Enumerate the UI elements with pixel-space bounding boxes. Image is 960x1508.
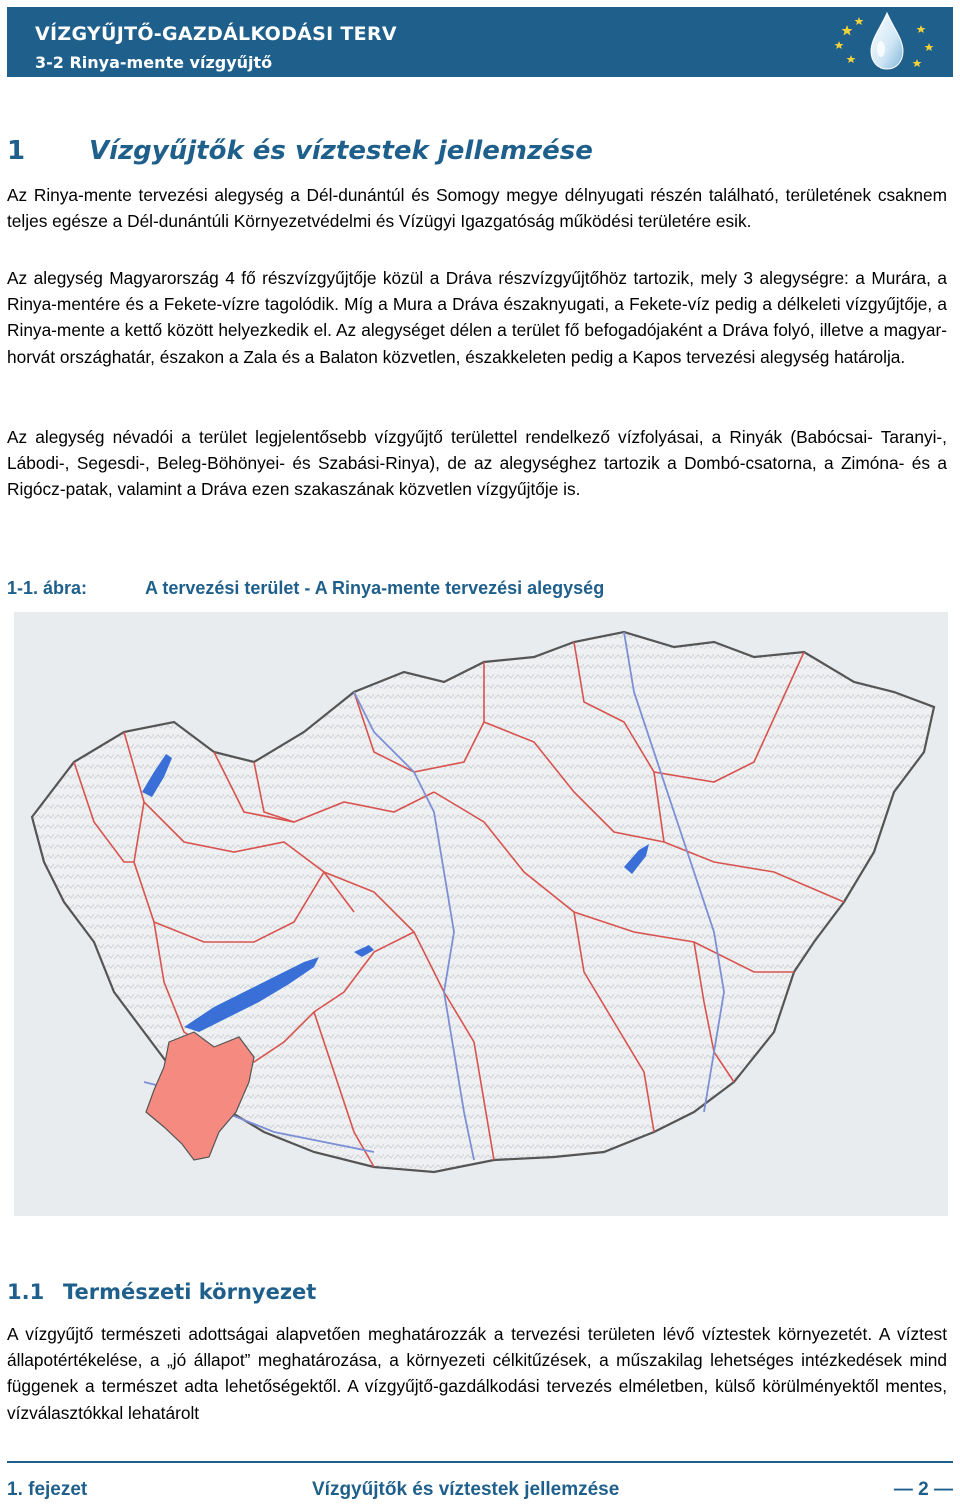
figure-title: A tervezési terület - A Rinya-mente tervezési alegység bbox=[145, 578, 605, 598]
footer-chapter: 1. fejezet bbox=[7, 1479, 88, 1500]
section-title: Vízgyűjtők és víztestek jellemzése bbox=[89, 136, 593, 166]
footer-title: Vízgyűjtők és víztestek jellemzése bbox=[312, 1479, 620, 1500]
paragraph-4: A vízgyűjtő természeti adottságai alapvetően meghatározzák a tervezési területen lévő víztestek környezetét. A víztest állapotértékelése, a „jó állapot” meghatározása, a környezeti célkitűzések, a műszakilag lehetséges intézkedések mind függenek a természet adta lehetőségektől. A vízgyűjtő-gazdálkodási tervezés elméletben, külső körülményektől mentes, vízválasztókkal lehatárolt bbox=[7, 1324, 947, 1423]
paragraph-2: Az alegység Magyarország 4 fő részvízgyűjtője közül a Dráva részvízgyűjtőhöz tartozik, mely 3 alegységre: a Murára, a Rinya-mentére és a Fekete-vízre tagolódik. Míg a Mura a Dráva északnyugati, a Fekete-víz pedig a délkeleti vízgyűjtője, a Rinya-mente a kettő között helyezkedik el. Az alegységet délen a terület fő befogadójaként a Dráva folyó, illetve a magyar-horvát országhatár, északon a Zala és a Balaton közvetlen, északkeleten pedig a Kapos tervezési alegység határolja. bbox=[7, 268, 947, 367]
figure-caption bbox=[7, 578, 953, 599]
footer-page-number: — 2 — bbox=[893, 1479, 953, 1500]
footer-divider bbox=[7, 1461, 953, 1463]
paragraph-1: Az Rinya-mente tervezési alegység a Dél-dunántúl és Somogy megye délnyugati részén található, területének csaknem teljes egésze a Dél-dunántúli Környezetvédelmi és Vízügyi Igazgatóság működési területére esik. bbox=[7, 185, 947, 232]
header-subtitle: 3-2 Rinya-mente vízgyűjtő bbox=[35, 53, 273, 72]
subsection-heading bbox=[7, 1280, 953, 1304]
page-footer bbox=[7, 1479, 953, 1503]
figure-number: 1-1. ábra: bbox=[7, 578, 88, 598]
paragraph-3: Az alegység névadói a terület legjelentősebb vízgyűjtő területtel rendelkező vízfolyásai, a Rinyák (Babócsai- Taranyi-, Lábodi-, Segesdi-, Beleg-Böhönyei- és Szabási-Rinya), de az alegységhez tartozik a Dombó-csatorna, a Zimóna- és a Rigócz-patak, valamint a Dráva ezen szakaszának közvetlen vízgyűjtője is. bbox=[7, 427, 947, 500]
water-drop-logo-icon bbox=[825, 11, 945, 73]
header-title: VÍZGYŰJTŐ-GAZDÁLKODÁSI TERV bbox=[35, 23, 397, 45]
hungary-planning-area-map bbox=[14, 612, 948, 1216]
section-heading bbox=[7, 136, 953, 166]
document-header bbox=[7, 7, 953, 77]
subsection-number: 1.1 bbox=[7, 1280, 45, 1304]
section-number: 1 bbox=[7, 136, 26, 166]
subsection-title: Természeti környezet bbox=[63, 1280, 317, 1304]
